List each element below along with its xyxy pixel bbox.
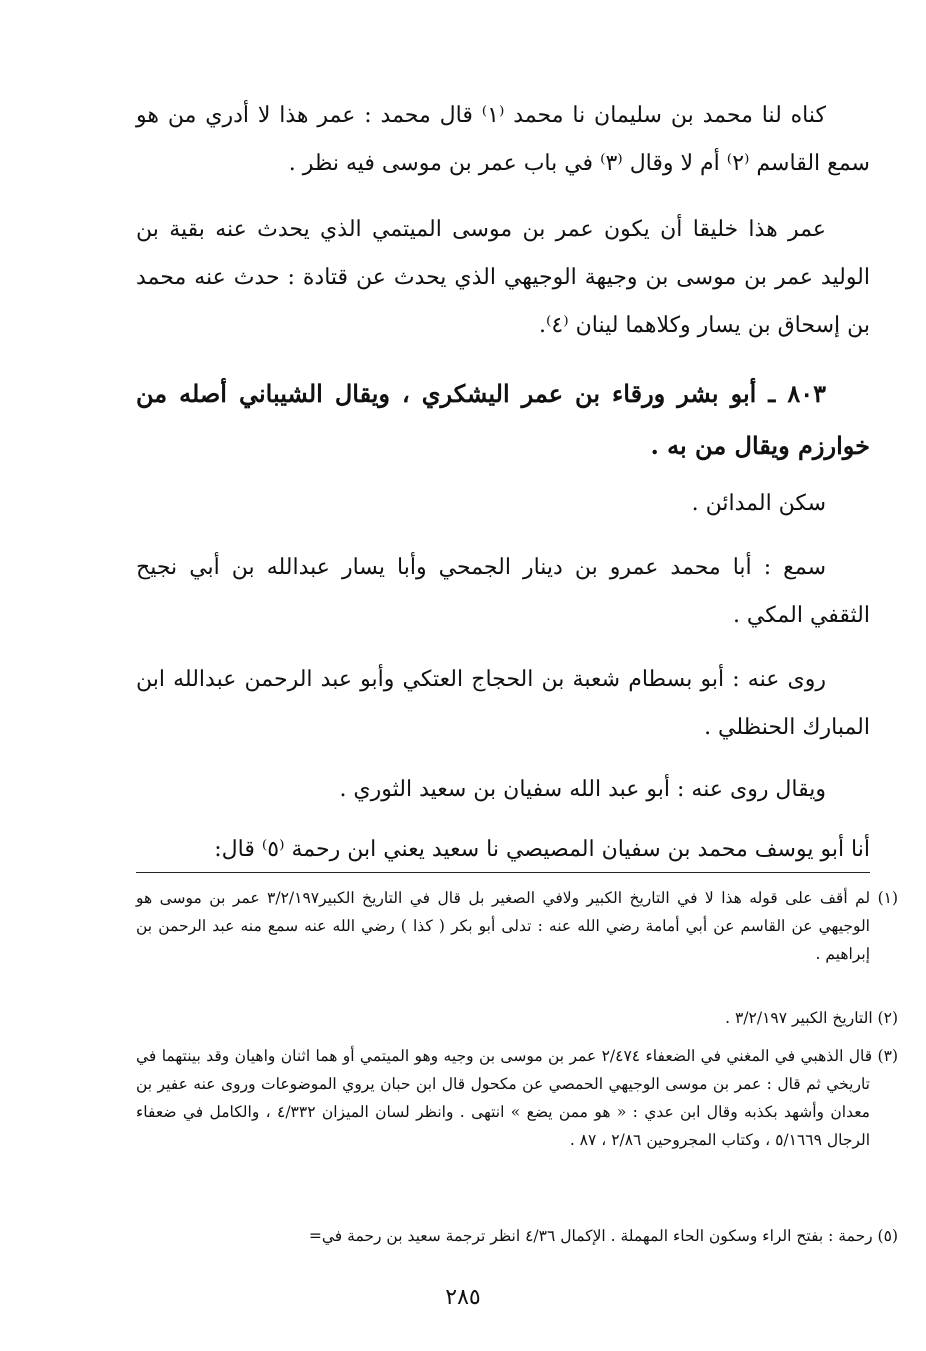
entry-heading: ٨٠٣ ـ أبو بشر ورقاء بن عمر اليشكري ، ويقال الشيباني أصله من خوارزم ويقال من به . <box>136 379 870 460</box>
paragraph-3: سكن المدائن . <box>691 491 826 516</box>
footnote-separator <box>136 872 870 873</box>
page-number: ٢٨٥ <box>445 1285 481 1310</box>
paragraph-7: أنا أبو يوسف محمد بن سفيان المصيصي نا سعيد يعني ابن رحمة ⁽٥⁾ قال: <box>214 837 870 862</box>
paragraph-5: روى عنه : أبو بسطام شعبة بن الحجاج العتكي وأبو عبد الرحمن عبدالله ابن المبارك الحنظلي . <box>136 667 870 740</box>
footnote-5: (٥) رحمة : بفتح الراء وسكون الحاء المهملة . الإكمال ٤/٣٦ انظر ترجمة سعيد بن رحمة في= <box>308 1227 898 1245</box>
footnote-2: (٢) التاريخ الكبير ٣/٢/١٩٧ . <box>725 1009 898 1027</box>
footnote-3: (٣) قال الذهبي في المغني في الضعفاء ٢/٤٧٤ عمر بن موسى بن وجيه وهو الميتمي أو هما اثنان واهيان وقد بينتهما في تاريخي ثم قال : عمر بن موسى الوجيهي الحمصي عن مكحول قال ابن حبان يروي الموضوعات وروى عنه عفير بن معدان وأشهد بكذبه وقال ابن عدي : « هو ممن يضع » انتهى . وانظر لسان الميزان ٤/٣٣٢ ، والكامل في ضعفاء الرجال ٥/١٦٦٩ ، وكتاب المجروحين ٢/٨٦ ، ٨٧ . <box>136 1047 898 1149</box>
paragraph-4: سمع : أبا محمد عمرو بن دينار الجمحي وأبا يسار عبدالله بن أبي نجيح الثقفي المكي . <box>136 555 870 628</box>
paragraph-2: عمر هذا خليقا أن يكون عمر بن موسى الميتمي الذي يحدث عنه بقية بن الوليد عمر بن موسى بن وجيهة الوجيهي الذي يحدث عن قتادة : حدث عنه محمد بن إسحاق بن يسار وكلاهما لينان ⁽٤⁾. <box>136 217 870 338</box>
paragraph-1: كناه لنا محمد بن سليمان نا محمد ⁽١⁾ قال محمد : عمر هذا لا أدري من هو سمع القاسم ⁽٢⁾ أم لا وقال ⁽٣⁾ في باب عمر بن موسى فيه نظر . <box>136 103 870 176</box>
footnote-1: (١) لم أقف على قوله هذا لا في التاريخ الكبير ولافي الصغير بل قال في التاريخ الكبير٣/٢/١٩٧ عمر بن موسى هو الوجيهي عن القاسم عن أبي أمامة رضي الله عنه : تدلى أبو بكر ( كذا ) رضي الله عنه سمع منه عبد الرحمن بن إبراهيم . <box>136 889 899 963</box>
paragraph-6: ويقال روى عنه : أبو عبد الله سفيان بن سعيد الثوري . <box>339 777 826 802</box>
